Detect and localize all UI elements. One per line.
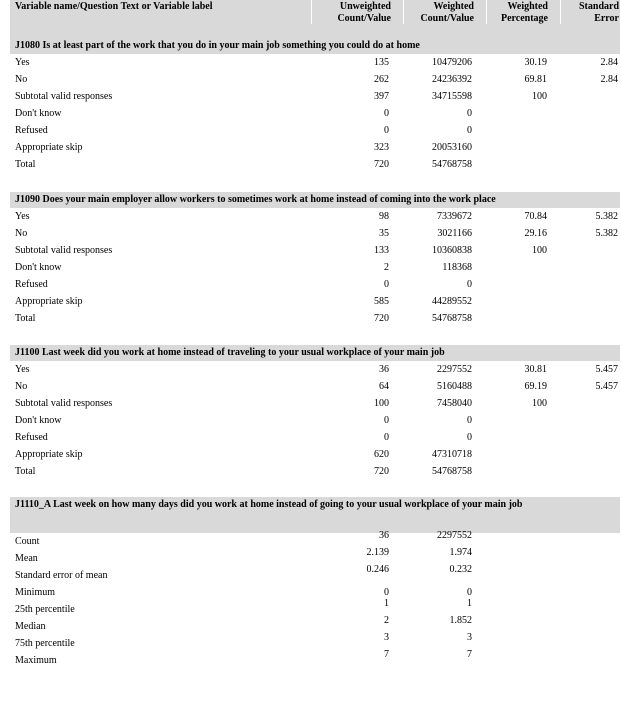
row-percentage: 100 <box>532 398 547 409</box>
table-row <box>10 293 620 310</box>
header-unweighted-line1: Unweighted <box>339 1 391 12</box>
row-label: Minimum <box>15 587 56 598</box>
question-title-band <box>10 513 620 533</box>
row-unweighted: 0 <box>384 125 389 136</box>
row-unweighted: 585 <box>374 296 389 307</box>
header-unweighted <box>337 1 391 25</box>
row-label: Total <box>15 159 36 170</box>
row-unweighted: 323 <box>374 142 389 153</box>
row-label: Don't know <box>15 415 62 426</box>
row-label: Subtotal valid responses <box>15 91 113 102</box>
header-se-line1: Standard <box>578 1 619 12</box>
table-header <box>10 0 620 24</box>
row-weighted: 24236392 <box>432 74 472 85</box>
row-weighted: 0 <box>467 108 472 119</box>
row-standard-error: 2.84 <box>600 74 618 85</box>
row-weighted: 1 <box>467 598 472 609</box>
row-weighted: 0 <box>467 432 472 443</box>
table-row <box>10 395 620 412</box>
row-label: Total <box>15 313 36 324</box>
row-percentage: 30.19 <box>524 57 547 68</box>
row-weighted: 34715598 <box>432 91 472 102</box>
row-standard-error: 2.84 <box>600 57 618 68</box>
row-weighted: 54768758 <box>432 313 472 324</box>
table-row <box>10 429 620 446</box>
row-unweighted: 2 <box>384 262 389 273</box>
row-unweighted: 0.246 <box>366 564 389 575</box>
table-row <box>10 632 620 652</box>
row-weighted: 5160488 <box>437 381 472 392</box>
table-row <box>10 208 620 225</box>
row-weighted: 7 <box>467 649 472 660</box>
table-row <box>10 156 620 173</box>
question-title: J1080 Is at least part of the work that you do in your main job something you could do at home <box>10 38 620 54</box>
table-row <box>10 378 620 395</box>
question-title: J1110_A Last week on how many days did you work at home instead of going to your usual workplace of your main job <box>10 497 620 513</box>
row-label: Total <box>15 466 36 477</box>
table-row <box>10 564 620 584</box>
row-unweighted: 720 <box>374 313 389 324</box>
table-row <box>10 105 620 122</box>
header-weighted <box>420 1 474 25</box>
section-j1100 <box>10 345 620 480</box>
row-label: Refused <box>15 125 48 136</box>
row-weighted: 7339672 <box>437 211 472 222</box>
header-weighted-line2: Count/Value <box>420 13 474 24</box>
row-standard-error: 5.457 <box>595 381 618 392</box>
row-weighted: 20053160 <box>432 142 472 153</box>
row-unweighted: 3 <box>384 632 389 643</box>
row-unweighted: 0 <box>384 432 389 443</box>
row-percentage: 70.84 <box>524 211 547 222</box>
row-unweighted: 133 <box>374 245 389 256</box>
row-label: No <box>15 74 28 85</box>
row-percentage: 30.81 <box>524 364 547 375</box>
header-band <box>10 24 620 38</box>
question-title: J1090 Does your main employer allow workers to sometimes work at home instead of coming into the work place <box>10 192 620 208</box>
table-row <box>10 88 620 105</box>
row-label: Refused <box>15 432 48 443</box>
question-title: J1100 Last week did you work at home instead of traveling to your usual workplace of your main job <box>10 345 620 361</box>
section-j1110-a <box>10 497 620 669</box>
header-pct-line2: Percentage <box>500 13 548 24</box>
row-weighted: 54768758 <box>432 159 472 170</box>
row-unweighted: 0 <box>384 415 389 426</box>
row-unweighted: 135 <box>374 57 389 68</box>
row-unweighted: 1 <box>384 598 389 609</box>
row-percentage: 69.81 <box>524 74 547 85</box>
row-label: No <box>15 228 28 239</box>
table-row <box>10 276 620 293</box>
row-unweighted: 2 <box>384 615 389 626</box>
header-variable: Variable name/Question Text or Variable label <box>15 1 213 12</box>
row-unweighted: 0 <box>384 587 389 598</box>
row-unweighted: 98 <box>379 211 389 222</box>
row-unweighted: 2.139 <box>366 547 389 558</box>
row-label: 75th percentile <box>15 638 75 649</box>
row-percentage: 29.16 <box>524 228 547 239</box>
row-weighted: 118368 <box>442 262 472 273</box>
table-row <box>10 547 620 567</box>
header-divider <box>403 0 404 24</box>
table-row <box>10 615 620 635</box>
row-unweighted: 720 <box>374 466 389 477</box>
row-unweighted: 7 <box>384 649 389 660</box>
row-standard-error: 5.457 <box>595 364 618 375</box>
row-unweighted: 35 <box>379 228 389 239</box>
row-weighted: 1.852 <box>449 615 472 626</box>
row-unweighted: 64 <box>379 381 389 392</box>
row-unweighted: 0 <box>384 108 389 119</box>
row-label: Yes <box>15 211 30 222</box>
table-row <box>10 446 620 463</box>
row-label: Yes <box>15 364 30 375</box>
row-label: Appropriate skip <box>15 449 83 460</box>
row-unweighted: 620 <box>374 449 389 460</box>
row-unweighted: 36 <box>379 364 389 375</box>
row-unweighted: 100 <box>374 398 389 409</box>
table-row <box>10 139 620 156</box>
row-label: Standard error of mean <box>15 570 108 581</box>
row-weighted: 0 <box>467 279 472 290</box>
header-divider <box>311 0 312 24</box>
row-weighted: 2297552 <box>437 364 472 375</box>
header-divider <box>560 0 561 24</box>
table-row <box>10 649 620 669</box>
table-row <box>10 463 620 480</box>
table-row <box>10 310 620 327</box>
row-standard-error: 5.382 <box>595 228 618 239</box>
row-weighted: 10479206 <box>432 57 472 68</box>
row-label: 25th percentile <box>15 604 75 615</box>
table-row <box>10 54 620 71</box>
row-label: Don't know <box>15 108 62 119</box>
row-unweighted: 397 <box>374 91 389 102</box>
row-weighted: 10360838 <box>432 245 472 256</box>
row-weighted: 7458040 <box>437 398 472 409</box>
row-label: Appropriate skip <box>15 142 83 153</box>
header-se-line2: Error <box>594 13 619 24</box>
row-weighted: 2297552 <box>437 530 472 541</box>
table-row <box>10 584 620 601</box>
row-label: Refused <box>15 279 48 290</box>
row-unweighted: 720 <box>374 159 389 170</box>
row-label: Yes <box>15 57 30 68</box>
row-label: Subtotal valid responses <box>15 245 113 256</box>
row-label: Count <box>15 536 40 547</box>
row-label: Maximum <box>15 655 57 666</box>
row-percentage: 100 <box>532 91 547 102</box>
row-weighted: 3021166 <box>437 228 472 239</box>
row-label: Don't know <box>15 262 62 273</box>
row-label: No <box>15 381 28 392</box>
table-row <box>10 412 620 429</box>
row-weighted: 3 <box>467 632 472 643</box>
row-standard-error: 5.382 <box>595 211 618 222</box>
header-percentage <box>501 1 548 25</box>
row-weighted: 0.232 <box>449 564 472 575</box>
row-percentage: 100 <box>532 245 547 256</box>
row-weighted: 0 <box>467 587 472 598</box>
row-unweighted: 0 <box>384 279 389 290</box>
table-row <box>10 225 620 242</box>
row-weighted: 44289552 <box>432 296 472 307</box>
row-weighted: 1.974 <box>449 547 472 558</box>
header-weighted-line1: Weighted <box>433 1 474 12</box>
row-unweighted: 36 <box>379 530 389 541</box>
row-weighted: 0 <box>467 415 472 426</box>
row-percentage: 69.19 <box>524 381 547 392</box>
table-row <box>10 530 620 550</box>
table-row <box>10 598 620 618</box>
row-label: Subtotal valid responses <box>15 398 113 409</box>
header-pct-line1: Weighted <box>507 1 548 12</box>
section-j1080 <box>10 38 620 173</box>
row-label: Median <box>15 621 46 632</box>
table-row <box>10 259 620 276</box>
header-standard-error <box>579 1 619 25</box>
header-divider <box>486 0 487 24</box>
table-row <box>10 361 620 378</box>
row-label: Mean <box>15 553 38 564</box>
header-unweighted-line2: Count/Value <box>337 13 391 24</box>
table-row <box>10 242 620 259</box>
row-weighted: 47310718 <box>432 449 472 460</box>
row-weighted: 0 <box>467 125 472 136</box>
row-unweighted: 262 <box>374 74 389 85</box>
table-row <box>10 71 620 88</box>
row-weighted: 54768758 <box>432 466 472 477</box>
section-j1090 <box>10 192 620 327</box>
row-label: Appropriate skip <box>15 296 83 307</box>
table-row <box>10 122 620 139</box>
